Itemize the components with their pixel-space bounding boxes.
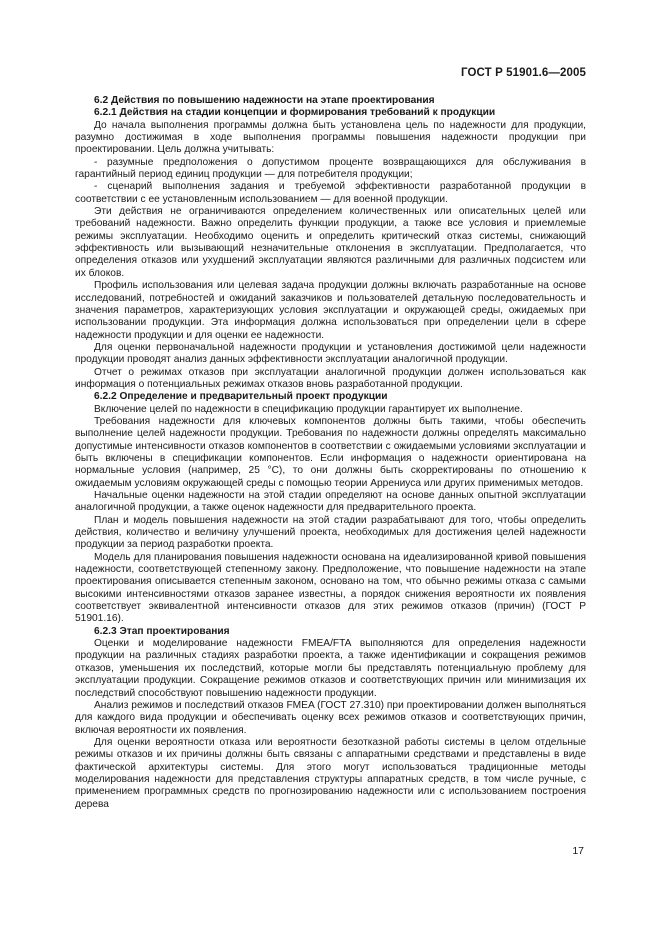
page-number: 17 (572, 845, 584, 857)
subsection-heading: 6.2.2 Определение и предварительный проект продукции (94, 391, 388, 403)
paragraph: Для оценки первоначальной надежности продукции и установления достижимой цели надежности продукции проводят анализ данных эффективности эксплуатации аналогичной продукции. (75, 341, 586, 366)
paragraph: Эти действия не ограничиваются определением количественных или описательных целей или требований надежности. Важно определить функции продукции, а также все условия и приемлемые режимы эксплуатации. Необходимо оценить и определить критический отказ системы, снижающий эффективность или вызывающий незначительные отклонения в эксплуатации. Предполагается, что определения отказов или ухудшений эксплуатации являются различными для различных подсистем или их блоков. (75, 206, 586, 279)
paragraph: Модель для планирования повышения надежности основана на идеализированной кривой повышения надежности, соответствующей степенному закону. Предположение, что повышение надежности на этапе проектирования описывается степенным законом, основано на том, что обычно режимы отказа с самыми высокими интенсивностями отказов заранее известны, а порядок снижения вероятности их появления соответствует эквивалентной интенсивности отказов для этих режимов отказов (причин) (ГОСТ Р 51901.16). (75, 551, 586, 625)
list-item: - сценарий выполнения задания и требуемой эффективности разработанной продукции в соответствии с ее установленным использованием — для военной продукции. (75, 181, 586, 205)
paragraph: Включение целей по надежности в спецификацию продукции гарантирует их выполнение. (94, 403, 523, 415)
subsection-heading: 6.2.3 Этап проектирования (94, 625, 230, 637)
subsection-heading: 6.2.1 Действия на стадии концепции и формирования требований к продукции (94, 107, 496, 119)
standard-code: ГОСТ Р 51901.6—2005 (461, 67, 586, 79)
paragraph: Отчет о режимах отказов при эксплуатации аналогичной продукции должен использоваться как информация о потенциальных режимах отказов вновь разработанной продукции. (75, 366, 586, 390)
paragraph: До начала выполнения программы должна быть установлена цель по надежности для продукции, разумно достижимая в ходе выполнения программы повышения надежности продукции при проектировании. Цель должна учитывать: (75, 119, 586, 156)
paragraph: Профиль использования или целевая задача продукции должны включать разработанные на основе исследований, потребностей и ожиданий заказчиков и пользователей детальную последовательность и значения параметров, характеризующих условия эксплуатации и окружающей среды, ожидаемых при использовании продукции. Эта информация должна использоваться при определении цели в сфере надежности продукции и для оценки ее надежности. (75, 280, 586, 341)
paragraph: Анализ режимов и последствий отказов FMEA (ГОСТ 27.310) при проектировании должен выполняться для каждого вида продукции и обеспечивать оценку всех режимов отказов и соответствующих причин, включая вероятности их появления. (75, 699, 586, 736)
paragraph: План и модель повышения надежности на этой стадии разрабатывают для того, чтобы определить действия, количество и величину улучшений проекта, необходимых для достижения целей надежности продукции за период разработки проекта. (75, 514, 586, 551)
body-text (75, 95, 586, 811)
section-heading: 6.2 Действия по повышению надежности на этапе проектирования (94, 95, 435, 106)
paragraph: Начальные оценки надежности на этой стадии определяют на основе данных опытной эксплуатации аналогичной продукции, а также оценок надежности для предварительного проекта. (75, 490, 586, 514)
paragraph: Требования надежности для ключевых компонентов должны быть такими, чтобы обеспечить выполнение целей надежности продукции. Требования по надежности должны определять максимально допустимые интенсивности отказов компонентов в соответствии с ожидаемыми условиями эксплуатации и быть включены в спецификации компонентов. Если информация о надежности ориентирована на нормальные условия (например, 25 °С), то они должны быть скорректированы по отношению к ожидаемым условиям окружающей среды с помощью теории Аррениуса или других применимых методов. (75, 415, 586, 489)
list-item: - разумные предположения о допустимом проценте возвращающихся для обслуживания в гарантийный период единиц продукции — для потребителя продукции; (75, 156, 586, 181)
paragraph: Оценки и моделирование надежности FMEA/FTA выполняются для определения надежности продукции на различных стадиях разработки проекта, а также идентификации и сокращения режимов отказов, уменьшения их последствий, которые могли бы представлять потенциальную проблему для эксплуатации продукции. Сокращение режимов отказов и соответствующих причин или минимизация их последствий способствуют повышению надежности продукции. (75, 638, 586, 699)
paragraph: Для оценки вероятности отказа или вероятности безотказной работы системы в целом отдельные режимы отказов и их причины должны быть связаны с аппаратными средствами и представлены в виде фактической архитектуры системы. Для этого могут использоваться традиционные методы моделирования надежности для представления структуры аппаратных средств, в том числе ручные, с применением программных средств по прогнозированию надежности или с использованием построения дерева (75, 736, 586, 810)
